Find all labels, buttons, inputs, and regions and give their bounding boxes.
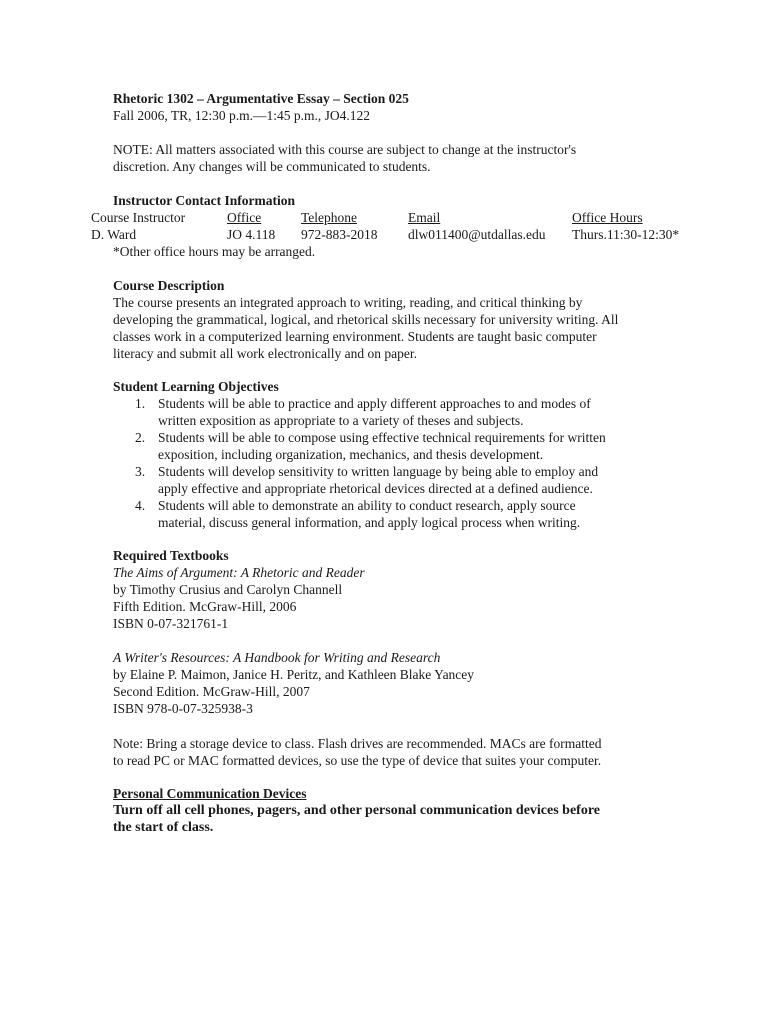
notice-line-1: NOTE: All matters associated with this course are subject to change at the instructor's bbox=[113, 142, 577, 157]
devices-heading: Personal Communication Devices bbox=[113, 786, 307, 801]
textbooks-heading: Required Textbooks bbox=[113, 548, 229, 563]
objective-item bbox=[113, 395, 658, 429]
description-line: classes work in a computerized learning environment. Students are taught basic computer bbox=[113, 329, 597, 344]
book-isbn: ISBN 0-07-321761-1 bbox=[113, 616, 229, 631]
objective-text: exposition, including organization, mechanics, and thesis development. bbox=[158, 447, 544, 462]
description-line: The course presents an integrated approach to writing, reading, and critical thinking by bbox=[113, 295, 583, 310]
instructor-name: D. Ward bbox=[91, 227, 137, 242]
change-notice bbox=[113, 141, 653, 175]
objective-number: 2. bbox=[135, 430, 146, 445]
objective-text: written exposition as appropriate to a variety of theses and subjects. bbox=[158, 413, 524, 428]
objective-number: 4. bbox=[135, 498, 146, 513]
course-schedule: Fall 2006, TR, 12:30 p.m.—1:45 p.m., JO4.122 bbox=[113, 108, 371, 123]
learning-objectives bbox=[113, 378, 673, 531]
book-title: The Aims of Argument: A Rhetoric and Reader bbox=[113, 565, 365, 580]
objective-text: Students will be able to practice and apply different approaches to and modes of bbox=[158, 396, 591, 411]
header-course-instructor: Course Instructor bbox=[91, 210, 186, 225]
description-line: developing the grammatical, logical, and rhetorical skills necessary for university writing. All bbox=[113, 312, 619, 327]
objectives-heading: Student Learning Objectives bbox=[113, 379, 279, 394]
objective-number: 3. bbox=[135, 464, 146, 479]
objective-text: Students will able to demonstrate an ability to conduct research, apply source bbox=[158, 498, 576, 513]
devices-line: Turn off all cell phones, pagers, and other personal communication devices before bbox=[113, 803, 601, 818]
office-hours-footnote: *Other office hours may be arranged. bbox=[113, 244, 316, 259]
book-edition: Second Edition. McGraw-Hill, 2007 bbox=[113, 684, 310, 699]
description-heading: Course Description bbox=[113, 278, 225, 293]
header-office: Office bbox=[227, 210, 262, 225]
objective-text: material, discuss general information, and apply logical process when writing. bbox=[158, 515, 581, 530]
communication-devices bbox=[113, 785, 653, 836]
book-edition: Fifth Edition. McGraw-Hill, 2006 bbox=[113, 599, 297, 614]
header-telephone: Telephone bbox=[301, 210, 358, 225]
storage-note-line: Note: Bring a storage device to class. Flash drives are recommended. MACs are formatted bbox=[113, 736, 602, 751]
objective-number: 1. bbox=[135, 396, 146, 411]
storage-note-line: to read PC or MAC formatted devices, so use the type of device that suites your computer. bbox=[113, 753, 602, 768]
required-textbooks bbox=[113, 547, 653, 632]
course-header bbox=[113, 90, 653, 124]
book-authors: by Timothy Crusius and Carolyn Channell bbox=[113, 582, 343, 597]
textbook-second bbox=[113, 649, 653, 717]
office-hours-footnote-block bbox=[113, 243, 653, 260]
book-title: A Writer's Resources: A Handbook for Writing and Research bbox=[113, 650, 441, 665]
instructor-telephone: 972-883-2018 bbox=[301, 227, 378, 242]
instructor-office: JO 4.118 bbox=[227, 227, 276, 242]
objective-text: Students will be able to compose using effective technical requirements for written bbox=[158, 430, 606, 445]
book-isbn: ISBN 978-0-07-325938-3 bbox=[113, 701, 253, 716]
course-title: Rhetoric 1302 – Argumentative Essay – Section 025 bbox=[113, 91, 409, 106]
storage-note bbox=[113, 735, 653, 769]
instructor-office-hours: Thurs.11:30-12:30* bbox=[572, 227, 680, 242]
book-authors: by Elaine P. Maimon, Janice H. Peritz, and Kathleen Blake Yancey bbox=[113, 667, 475, 682]
description-line: literacy and submit all work electronically and on paper. bbox=[113, 346, 418, 361]
header-email: Email bbox=[408, 210, 441, 225]
instructor-email: dlw011400@utdallas.edu bbox=[408, 227, 546, 242]
objective-item bbox=[113, 463, 658, 497]
notice-line-2: discretion. Any changes will be communicated to students. bbox=[113, 159, 431, 174]
contact-heading: Instructor Contact Information bbox=[113, 193, 295, 208]
course-description bbox=[113, 277, 653, 362]
objective-text: Students will develop sensitivity to written language by being able to employ and bbox=[158, 464, 599, 479]
objective-item bbox=[113, 497, 658, 531]
header-office-hours: Office Hours bbox=[572, 210, 643, 225]
objective-text: apply effective and appropriate rhetorical devices directed at a defined audience. bbox=[158, 481, 593, 496]
contact-section bbox=[113, 192, 653, 209]
devices-line: the start of class. bbox=[113, 820, 214, 835]
objective-item bbox=[113, 429, 658, 463]
